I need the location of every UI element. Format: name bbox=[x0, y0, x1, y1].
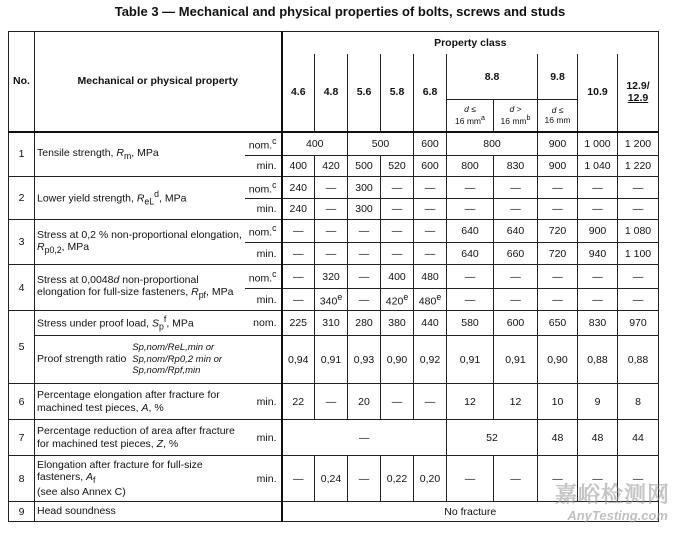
row-2-min-v: — bbox=[618, 199, 659, 220]
row-3-min-v: 640 bbox=[447, 243, 494, 265]
row-1-nom-v7: 1 200 bbox=[618, 132, 659, 156]
class-4-8: 4.8 bbox=[315, 54, 348, 132]
row-2-min-v: — bbox=[538, 199, 578, 220]
row-4-nom bbox=[9, 265, 659, 289]
header-property-class: Property class bbox=[282, 32, 659, 54]
row-8-v: 0,22 bbox=[381, 456, 414, 502]
row-3-nom-v: — bbox=[315, 220, 348, 243]
row-1-label: Tensile strength, $R_m$, MPa bbox=[35, 132, 245, 177]
row-8-v: 0,24 bbox=[315, 456, 348, 502]
row-2-nom-v: — bbox=[381, 177, 414, 199]
row-6-v: — bbox=[381, 384, 414, 420]
row-5-no: 5 bbox=[9, 311, 35, 384]
row-3-nom-v: — bbox=[348, 220, 381, 243]
row-5b-v: 0,92 bbox=[414, 336, 447, 384]
row-7-no: 7 bbox=[9, 420, 35, 456]
row-1-min-v: 400 bbox=[282, 156, 315, 177]
row-8-v: 0,20 bbox=[414, 456, 447, 502]
row-2-min-v: — bbox=[494, 199, 538, 220]
row-2-nom-v: 240 bbox=[282, 177, 315, 199]
row-5b-text: Proof strength ratio bbox=[37, 353, 127, 366]
table-title: Table 3 — Mechanical and physical properties of bolts, screws and studs bbox=[114, 4, 566, 19]
row-3-min-v: 720 bbox=[538, 243, 578, 265]
row-5a-label: Stress under proof load, $S_p^f$, MPa bbox=[35, 311, 245, 336]
row-4-min-v: — bbox=[447, 289, 494, 311]
row-4-no: 4 bbox=[9, 265, 35, 311]
row-5a-v: 225 bbox=[282, 311, 315, 336]
row-5a-v: 580 bbox=[447, 311, 494, 336]
header-property: Mechanical or physical property bbox=[35, 32, 282, 132]
row-1-min-v: 800 bbox=[447, 156, 494, 177]
row-2-min-v: — bbox=[414, 199, 447, 220]
row-2-label: Lower yield strength, $R_{eL}^d$, MPa bbox=[35, 177, 245, 220]
row-6-v: 20 bbox=[348, 384, 381, 420]
row-3-nom-v: — bbox=[381, 220, 414, 243]
row-1-min-v: 500 bbox=[348, 156, 381, 177]
row-1-no: 1 bbox=[9, 132, 35, 177]
row-8-v: — bbox=[447, 456, 494, 502]
ratio-1: Sp,nom/ReL,min or bbox=[132, 341, 215, 353]
row-8-v: — bbox=[618, 456, 659, 502]
row-4-nom-v: 480 bbox=[414, 265, 447, 289]
class-12-9-top: 12.9/ bbox=[626, 80, 650, 93]
row-3-nom-v: 1 080 bbox=[618, 220, 659, 243]
row-7-label: Percentage reduction of area after fracture for machined test pieces, Z, % bbox=[35, 420, 245, 456]
row-5a-v: 380 bbox=[381, 311, 414, 336]
row-1-nom-v5: 900 bbox=[538, 132, 578, 156]
row-4-nom-v: — bbox=[618, 265, 659, 289]
row-2-nom-v: — bbox=[447, 177, 494, 199]
row-2-nom-v: 300 bbox=[348, 177, 381, 199]
row-3-min-v: 1 100 bbox=[618, 243, 659, 265]
row-5a-v: 440 bbox=[414, 311, 447, 336]
ratio-formulas bbox=[132, 342, 222, 378]
row-4-min-v: — bbox=[578, 289, 618, 311]
row-3-min-v: 940 bbox=[578, 243, 618, 265]
class-9-8: 9.8 bbox=[538, 54, 578, 100]
row-6-v: 9 bbox=[578, 384, 618, 420]
row-2-min-v: — bbox=[381, 199, 414, 220]
row-1-min-v: 420 bbox=[315, 156, 348, 177]
row-5a-nom-label: nom. bbox=[245, 311, 282, 336]
row-3-nom-v: — bbox=[414, 220, 447, 243]
row-5b-v: 0,88 bbox=[578, 336, 618, 384]
row-4-min-v: 420e bbox=[381, 289, 414, 311]
row-4-min-v: — bbox=[538, 289, 578, 311]
row-1-min-v: 900 bbox=[538, 156, 578, 177]
row-6-v: — bbox=[414, 384, 447, 420]
row-6-label: Percentage elongation after fracture for machined test pieces, A, % bbox=[35, 384, 245, 420]
row-2-no: 2 bbox=[9, 177, 35, 220]
row-4-min-v: — bbox=[618, 289, 659, 311]
sub-8-8b-top: d > bbox=[509, 104, 522, 115]
row-1-nom-v6: 1 000 bbox=[578, 132, 618, 156]
class-12-9-bottom: 12.9 bbox=[627, 92, 649, 105]
row-1-nom-v3: 600 bbox=[414, 132, 447, 156]
sub-8-8-small bbox=[447, 100, 494, 132]
footnote-b: b bbox=[526, 114, 531, 123]
row-5b-v: 0,91 bbox=[494, 336, 538, 384]
watermark-cn: 嘉峪检测网 bbox=[554, 482, 670, 507]
row-1-nom-label: nom.$^c$ bbox=[245, 132, 282, 156]
row-2-min-v: 240 bbox=[282, 199, 315, 220]
row-5b-v: 0,90 bbox=[381, 336, 414, 384]
row-3-nom-v: 900 bbox=[578, 220, 618, 243]
row-8-v: — bbox=[578, 456, 618, 502]
row-7-v88: 52 bbox=[447, 420, 538, 456]
row-4-nom-v: — bbox=[348, 265, 381, 289]
row-1-nom-v2: 500 bbox=[348, 132, 414, 156]
footnote-a: a bbox=[481, 114, 485, 123]
sub-8-8-large bbox=[494, 100, 538, 132]
sub-9-8 bbox=[538, 100, 578, 132]
row-6-v: 10 bbox=[538, 384, 578, 420]
row-9-label: Head soundness bbox=[35, 502, 282, 522]
row-3-nom-v: 720 bbox=[538, 220, 578, 243]
row-3-min-label: min. bbox=[245, 243, 282, 265]
row-3-label: Stress at 0,2 % non-proportional elongation, $R_{p0,2}$, MPa bbox=[35, 220, 245, 265]
row-6-v: 12 bbox=[447, 384, 494, 420]
ratio-3: Sp,nom/Rpf,min bbox=[132, 365, 201, 377]
row-2-nom bbox=[9, 177, 659, 199]
sub-9-8-top: d ≤ bbox=[551, 105, 564, 116]
row-3-no: 3 bbox=[9, 220, 35, 265]
row-9-no: 9 bbox=[9, 502, 35, 522]
row-5b-v: 0,91 bbox=[315, 336, 348, 384]
row-5b-v: 0,94 bbox=[282, 336, 315, 384]
row-2-min-v: — bbox=[315, 199, 348, 220]
row-5b-v: 0,93 bbox=[348, 336, 381, 384]
row-4-nom-v: — bbox=[538, 265, 578, 289]
sub-9-8-bottom: 16 mm bbox=[544, 115, 571, 126]
row-5b-v: 0,91 bbox=[447, 336, 494, 384]
row-2-nom-v: — bbox=[538, 177, 578, 199]
watermark-en: AnyTesting.com bbox=[567, 508, 668, 523]
row-5a-v: 970 bbox=[618, 311, 659, 336]
row-2-min-v: 300 bbox=[348, 199, 381, 220]
row-4-min-v: 340e bbox=[315, 289, 348, 311]
row-5b-v: 0,88 bbox=[618, 336, 659, 384]
row-2-min-label: min. bbox=[245, 199, 282, 220]
row-7 bbox=[9, 420, 659, 456]
row-1-min-v: 830 bbox=[494, 156, 538, 177]
row-3-nom bbox=[9, 220, 659, 243]
row-5a-v: 830 bbox=[578, 311, 618, 336]
row-6-v: — bbox=[315, 384, 348, 420]
properties-table bbox=[8, 31, 659, 522]
row-2-nom-v: — bbox=[494, 177, 538, 199]
row-8-v: — bbox=[494, 456, 538, 502]
row-2-nom-v: — bbox=[414, 177, 447, 199]
row-6-no: 6 bbox=[9, 384, 35, 420]
row-1-min-label: min. bbox=[245, 156, 282, 177]
row-1-nom-v4: 800 bbox=[447, 132, 538, 156]
row-5a-v: 650 bbox=[538, 311, 578, 336]
row-4-nom-v: — bbox=[282, 265, 315, 289]
row-5b-label bbox=[35, 336, 282, 384]
row-2-nom-v: — bbox=[618, 177, 659, 199]
row-3-nom-v: 640 bbox=[494, 220, 538, 243]
row-4-nom-v: — bbox=[578, 265, 618, 289]
row-1-min-v: 1 040 bbox=[578, 156, 618, 177]
class-8-8: 8.8 bbox=[447, 54, 538, 100]
row-8-v: — bbox=[538, 456, 578, 502]
row-3-nom-v: — bbox=[282, 220, 315, 243]
row-8-v: — bbox=[348, 456, 381, 502]
row-6-v: 22 bbox=[282, 384, 315, 420]
row-7-v129: 44 bbox=[618, 420, 659, 456]
class-6-8: 6.8 bbox=[414, 54, 447, 132]
row-4-nom-v: 400 bbox=[381, 265, 414, 289]
row-5a-v: 600 bbox=[494, 311, 538, 336]
row-4-min-v: 480e bbox=[414, 289, 447, 311]
row-4-nom-label: nom.$^c$ bbox=[245, 265, 282, 289]
sub-8-8a-top: d ≤ bbox=[464, 104, 476, 115]
header-no: No. bbox=[9, 32, 35, 132]
header-row-1 bbox=[9, 32, 659, 54]
row-6-min-label: min. bbox=[245, 384, 282, 420]
row-6 bbox=[9, 384, 659, 420]
row-5a-v: 310 bbox=[315, 311, 348, 336]
row-4-nom-v: 320 bbox=[315, 265, 348, 289]
row-3-min-v: — bbox=[315, 243, 348, 265]
row-5b bbox=[9, 336, 659, 384]
row-3-min-v: — bbox=[381, 243, 414, 265]
row-8-v: — bbox=[282, 456, 315, 502]
row-1-nom-v1: 400 bbox=[282, 132, 348, 156]
row-3-min-v: — bbox=[348, 243, 381, 265]
row-1-min-v: 1 220 bbox=[618, 156, 659, 177]
row-7-dash: — bbox=[282, 420, 447, 456]
sub-8-8a-bottom: 16 mm bbox=[455, 116, 482, 127]
class-10-9: 10.9 bbox=[578, 54, 618, 132]
row-4-min-label: min. bbox=[245, 289, 282, 311]
row-2-min-v: — bbox=[447, 199, 494, 220]
row-2-nom-v: — bbox=[315, 177, 348, 199]
row-6-v: 12 bbox=[494, 384, 538, 420]
row-1-nom bbox=[9, 132, 659, 156]
row-4-min-v: — bbox=[348, 289, 381, 311]
class-5-6: 5.6 bbox=[348, 54, 381, 132]
row-9-value: No fracture bbox=[282, 502, 659, 522]
row-5a bbox=[9, 311, 659, 336]
row-3-min-v: — bbox=[414, 243, 447, 265]
row-4-min-v: — bbox=[494, 289, 538, 311]
class-5-8: 5.8 bbox=[381, 54, 414, 132]
row-2-nom-v: — bbox=[578, 177, 618, 199]
row-2-min-v: — bbox=[578, 199, 618, 220]
row-3-min-v: — bbox=[282, 243, 315, 265]
row-7-min-label: min. bbox=[245, 420, 282, 456]
row-4-nom-v: — bbox=[494, 265, 538, 289]
row-4-label: Stress at 0,0048d non-proportional elongation for full-size fasteners, $R_{pf}$, MPa bbox=[35, 265, 245, 311]
row-8-min-label: min. bbox=[245, 456, 282, 502]
ratio-2: Sp,nom/Rp0,2 min or bbox=[132, 353, 223, 365]
row-6-v: 8 bbox=[618, 384, 659, 420]
row-3-nom-label: nom.$^c$ bbox=[245, 220, 282, 243]
row-3-nom-v: 640 bbox=[447, 220, 494, 243]
row-2-nom-label: nom.$^c$ bbox=[245, 177, 282, 199]
row-1-min-v: 600 bbox=[414, 156, 447, 177]
row-8-no: 8 bbox=[9, 456, 35, 502]
row-1-min-v: 520 bbox=[381, 156, 414, 177]
row-5b-v: 0,90 bbox=[538, 336, 578, 384]
ratio-layout bbox=[37, 342, 222, 378]
row-4-min-v: — bbox=[282, 289, 315, 311]
row-4-nom-v: — bbox=[447, 265, 494, 289]
row-3-min-v: 660 bbox=[494, 243, 538, 265]
class-4-6: 4.6 bbox=[282, 54, 315, 132]
class-12-9 bbox=[618, 54, 659, 132]
row-7-v98: 48 bbox=[538, 420, 578, 456]
sub-8-8b-bottom: 16 mm bbox=[500, 116, 527, 127]
row-8-label: Elongation after fracture for full-size fasteners, $A_f$ (see also Annex C) bbox=[35, 456, 245, 502]
row-7-v109: 48 bbox=[578, 420, 618, 456]
row-5a-v: 280 bbox=[348, 311, 381, 336]
